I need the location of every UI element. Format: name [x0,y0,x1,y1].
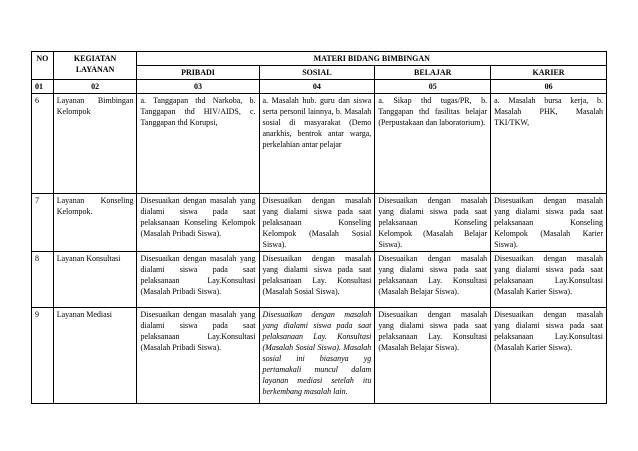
col-number-04: 04 [259,80,375,94]
row-karier: a. Masalah bursa kerja, b. Masalah PHK, Masalah TKI/TKW, [491,94,607,194]
row-sosial: a. Masalah hub. guru dan siswa serta personil lainnya, b. Masalah sosial di masyarakat (Demo anarkhis, bentrok antar warga, perkelahian antar pelajar [259,94,375,194]
row-belajar: Disesuaikan dengan masalah yang dialami siswa pada saat pelaksanaan Lay. Konsultasi (Masalah Belajar Siswa). [375,308,491,404]
table-row [32,194,607,252]
row-kegiatan: Layanan Konsultasi [53,252,137,308]
row-sosial: Disesuaikan dengan masalah yang dialami siswa pada saat pelaksanaan Konseling Kelompok (Masalah Sosial Siswa). [259,194,375,252]
header-row-top [32,52,607,66]
header-belajar: BELAJAR [375,66,491,80]
table-row [32,94,607,194]
header-karier: KARIER [491,66,607,80]
row-no: 9 [32,308,54,404]
row-kegiatan: Layanan Konseling Kelompok. [53,194,137,252]
col-number-01: 01 [32,80,54,94]
row-karier: Disesuaikan dengan masalah yang dialami siswa pada saat pelaksanaan Lay.Konsultasi (Masalah Karier Siswa). [491,308,607,404]
col-number-06: 06 [491,80,607,94]
row-no: 6 [32,94,54,194]
row-sosial: Disesuaikan dengan masalah yang dialami siswa pada saat pelaksanaan Lay. Konsultasi (Masalah Sosial Siswa). Masalah sosial ini biasanya yg pertamakali muncul dalam layanan mediasi setelah itu berkembang masalah lain. [259,308,375,404]
table-row [32,308,607,404]
header-row-numbers [32,80,607,94]
header-materi: MATERI BIDANG BIMBINGAN [137,52,607,66]
row-pribadi: Disesuaikan dengan masalah yang dialami siswa pada saat pelaksanaan Lay.Konsultasi (Masalah Pribadi Siswa). [137,308,259,404]
row-belajar: Disesuaikan dengan masalah yang dialami siswa pada saat pelaksanaan Lay. Konsultasi (Masalah Belajar Siswa). [375,252,491,308]
header-kegiatan: KEGIATAN LAYANAN [53,52,137,80]
bimbingan-table [31,51,607,404]
row-karier: Disesuaikan dengan masalah yang dialami siswa pada saat pelaksanaan Konseling Kelompok (Masalah Karier Siswa). [491,194,607,252]
header-sosial: SOSIAL [259,66,375,80]
row-kegiatan: Layanan Bimbingan Kelompok [53,94,137,194]
row-kegiatan: Layanan Mediasi [53,308,137,404]
row-belajar: Disesuaikan dengan masalah yang dialami siswa pada saat pelaksanaan Konseling Kelompok (Masalah Belajar Siswa). [375,194,491,252]
row-no: 7 [32,194,54,252]
row-no: 8 [32,252,54,308]
row-pribadi: Disesuaikan dengan masalah yang dialami siswa pada saat pelaksanaan Konseling Kelompok (Masalah Pribadi Siswa). [137,194,259,252]
col-number-03: 03 [137,80,259,94]
row-belajar: a. Sikap thd tugas/PR, b. Tanggapan thd fasilitas belajar (Perpustakaan dan laboratorium). [375,94,491,194]
table-row [32,252,607,308]
row-sosial: Disesuaikan dengan masalah yang dialami siswa pada saat pelaksanaan Lay. Konsultasi (Masalah Sosial Siswa). [259,252,375,308]
header-pribadi: PRIBADI [137,66,259,80]
row-karier: Disesuaikan dengan masalah yang dialami siswa pada saat pelaksanaan Lay.Konsultasi (Masalah Karier Siswa). [491,252,607,308]
header-no: NO [32,52,54,80]
row-pribadi: a. Tanggapan thd Narkoba, b. Tanggapan thd HIV/AIDS, c. Tanggapan thd Korupsi, [137,94,259,194]
row-pribadi: Disesuaikan dengan masalah yang dialami siswa pada saat pelaksanaan Lay.Konsultasi (Masalah Pribadi Siswa). [137,252,259,308]
col-number-02: 02 [53,80,137,94]
col-number-05: 05 [375,80,491,94]
